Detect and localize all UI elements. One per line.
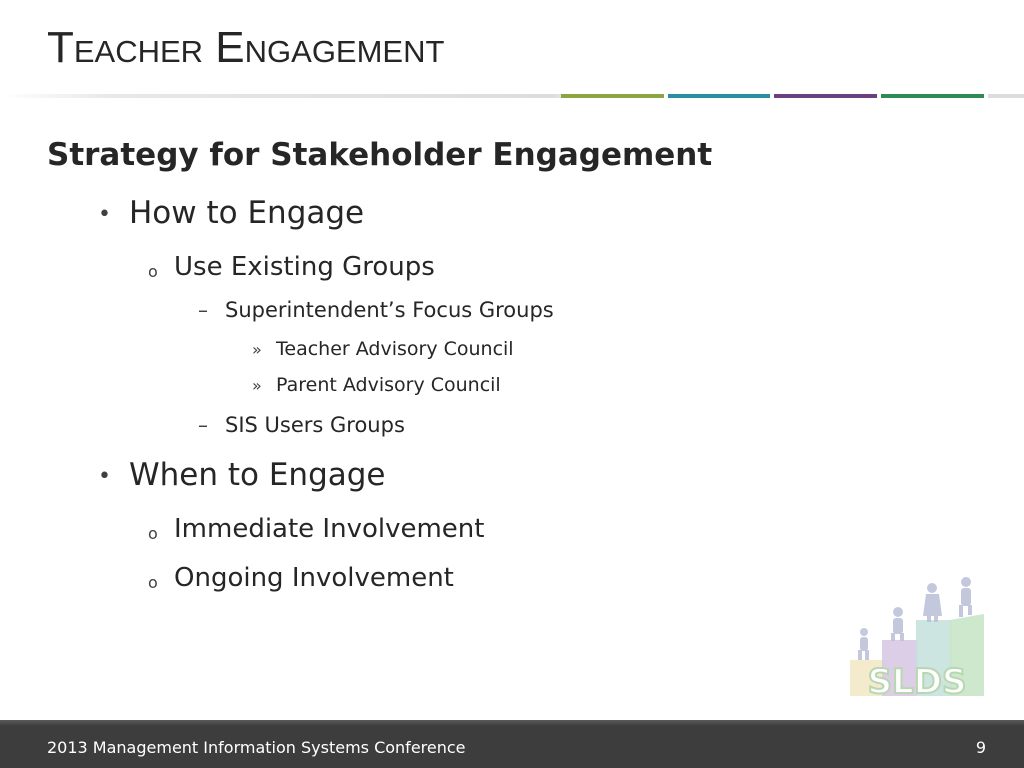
conference-title: 2013 Management Information Systems Conference: [47, 738, 466, 757]
bullet-text: SIS Users Groups: [225, 413, 405, 437]
slds-logo-icon: [846, 576, 988, 698]
bullet-circle: o: [148, 262, 158, 281]
bullet-chevron: »: [252, 340, 262, 359]
page-number: 9: [975, 738, 986, 757]
bullet-text: When to Engage: [129, 457, 386, 493]
bullet-dot: •: [98, 464, 111, 489]
slide-title: Teacher Engagement: [47, 23, 445, 72]
bullet-text: Teacher Advisory Council: [276, 338, 514, 360]
bullet-dot: •: [98, 202, 111, 227]
bullet-text: Ongoing Involvement: [174, 563, 454, 593]
slds-logo: [846, 576, 988, 698]
bullet-text: Superintendent’s Focus Groups: [225, 298, 554, 322]
bullet-text: Use Existing Groups: [174, 252, 435, 282]
slds-logo-text: SLDS: [867, 662, 967, 698]
bullet-circle: o: [148, 573, 158, 592]
bullet-dash: –: [198, 298, 208, 322]
bullet-dash: –: [198, 413, 208, 437]
section-heading: Strategy for Stakeholder Engagement: [47, 137, 713, 173]
bullet-chevron: »: [252, 376, 262, 395]
bullet-text: Parent Advisory Council: [276, 374, 501, 396]
footer-bar: [0, 726, 1024, 768]
bullet-text: How to Engage: [129, 195, 365, 231]
bullet-circle: o: [148, 524, 158, 543]
bullet-text: Immediate Involvement: [174, 514, 485, 544]
